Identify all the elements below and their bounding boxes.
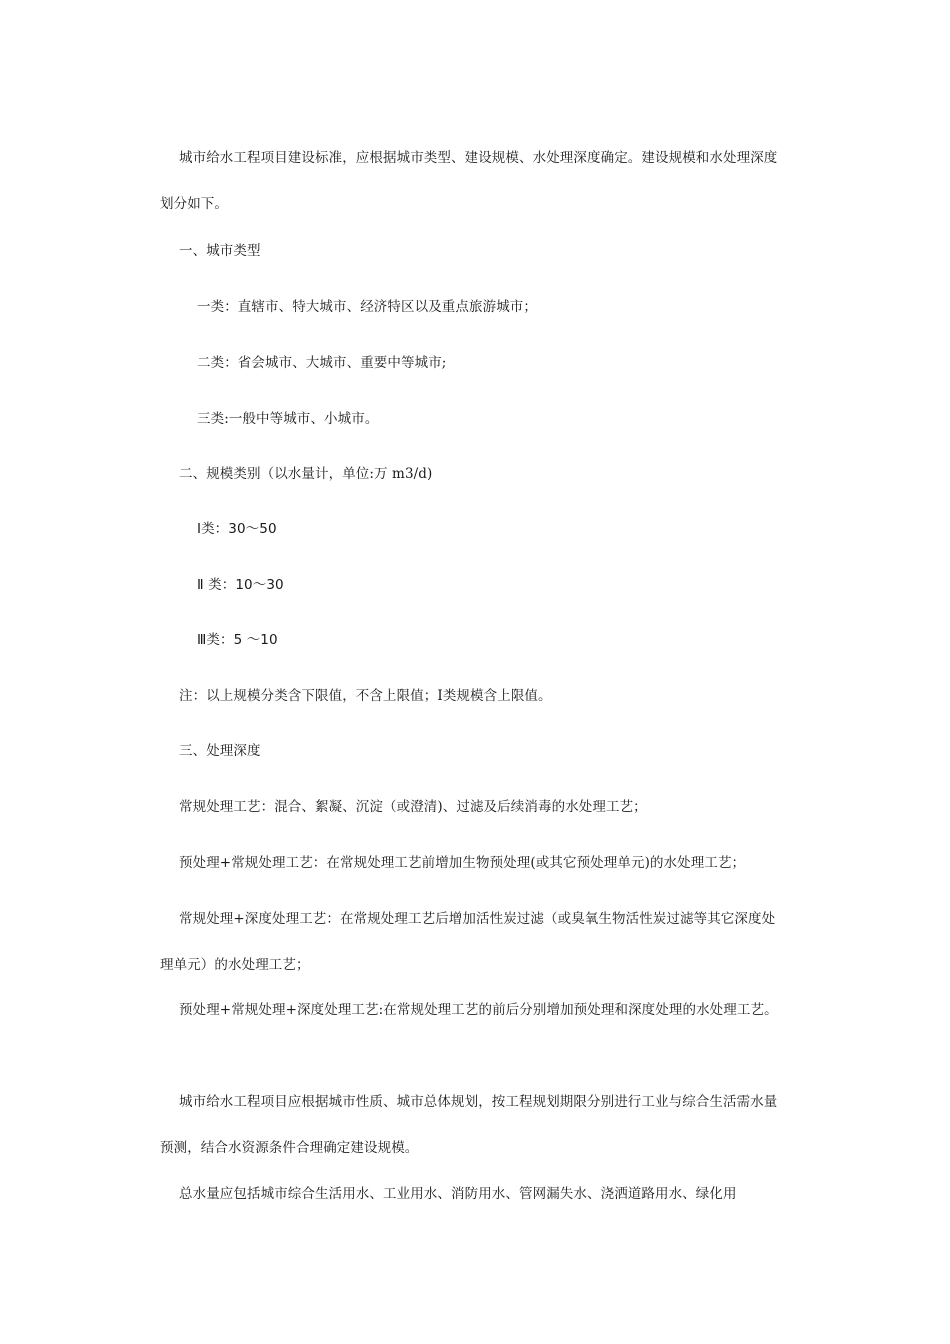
heading-treatment-depth: 三、处理深度 (179, 743, 261, 759)
city-type-class-2: 二类：省会城市、大城市、重要中等城市; (197, 355, 447, 371)
paragraph-total-water: 总水量应包括城市综合生活用水、工业用水、消防用水、管网漏失水、浇洒道路用水、绿化用 (179, 1186, 737, 1202)
treatment-conventional-advanced: 常规处理+深度处理工艺：在常规处理工艺后增加活性炭过滤（或臭氧生物活性炭过滤等其它深度处理单元）的水处理工艺； (160, 911, 776, 973)
heading-scale-category: 二、规模类别（以水量计，单位:万 m3/d) (179, 466, 433, 482)
heading-city-type: 一、城市类型 (179, 243, 261, 259)
city-type-class-1: 一类：直辖市、特大城市、经济特区以及重点旅游城市； (197, 299, 537, 315)
city-type-class-3: 三类:一般中等城市、小城市。 (197, 411, 379, 427)
treatment-conventional: 常规处理工艺：混合、絮凝、沉淀（或澄清)、过滤及后续消毒的水处理工艺； (179, 799, 647, 815)
treatment-pre-conventional-advanced: 预处理+常规处理+深度处理工艺:在常规处理工艺的前后分别增加预处理和深度处理的水处理工艺。 (179, 1002, 778, 1018)
treatment-pre-conventional: 预处理+常规处理工艺：在常规处理工艺前增加生物预处理(或其它预处理单元)的水处理工艺； (179, 855, 746, 871)
scale-class-1: Ⅰ类：30～50 (197, 521, 277, 537)
paragraph-intro: 城市给水工程项目建设标准，应根据城市类型、建设规模、水处理深度确定。建设规模和水处理深度划分如下。 (160, 150, 778, 212)
scale-note: 注：以上规模分类含下限值，不含上限值；Ⅰ类规模含上限值。 (179, 688, 552, 704)
scale-class-3: Ⅲ类：5 ～10 (197, 632, 278, 648)
scale-class-2: Ⅱ 类：10～30 (197, 577, 284, 593)
paragraph-scale-determination: 城市给水工程项目应根据城市性质、城市总体规划，按工程规划期限分别进行工业与综合生活需水量预测，结合水资源条件合理确定建设规模。 (160, 1094, 778, 1156)
